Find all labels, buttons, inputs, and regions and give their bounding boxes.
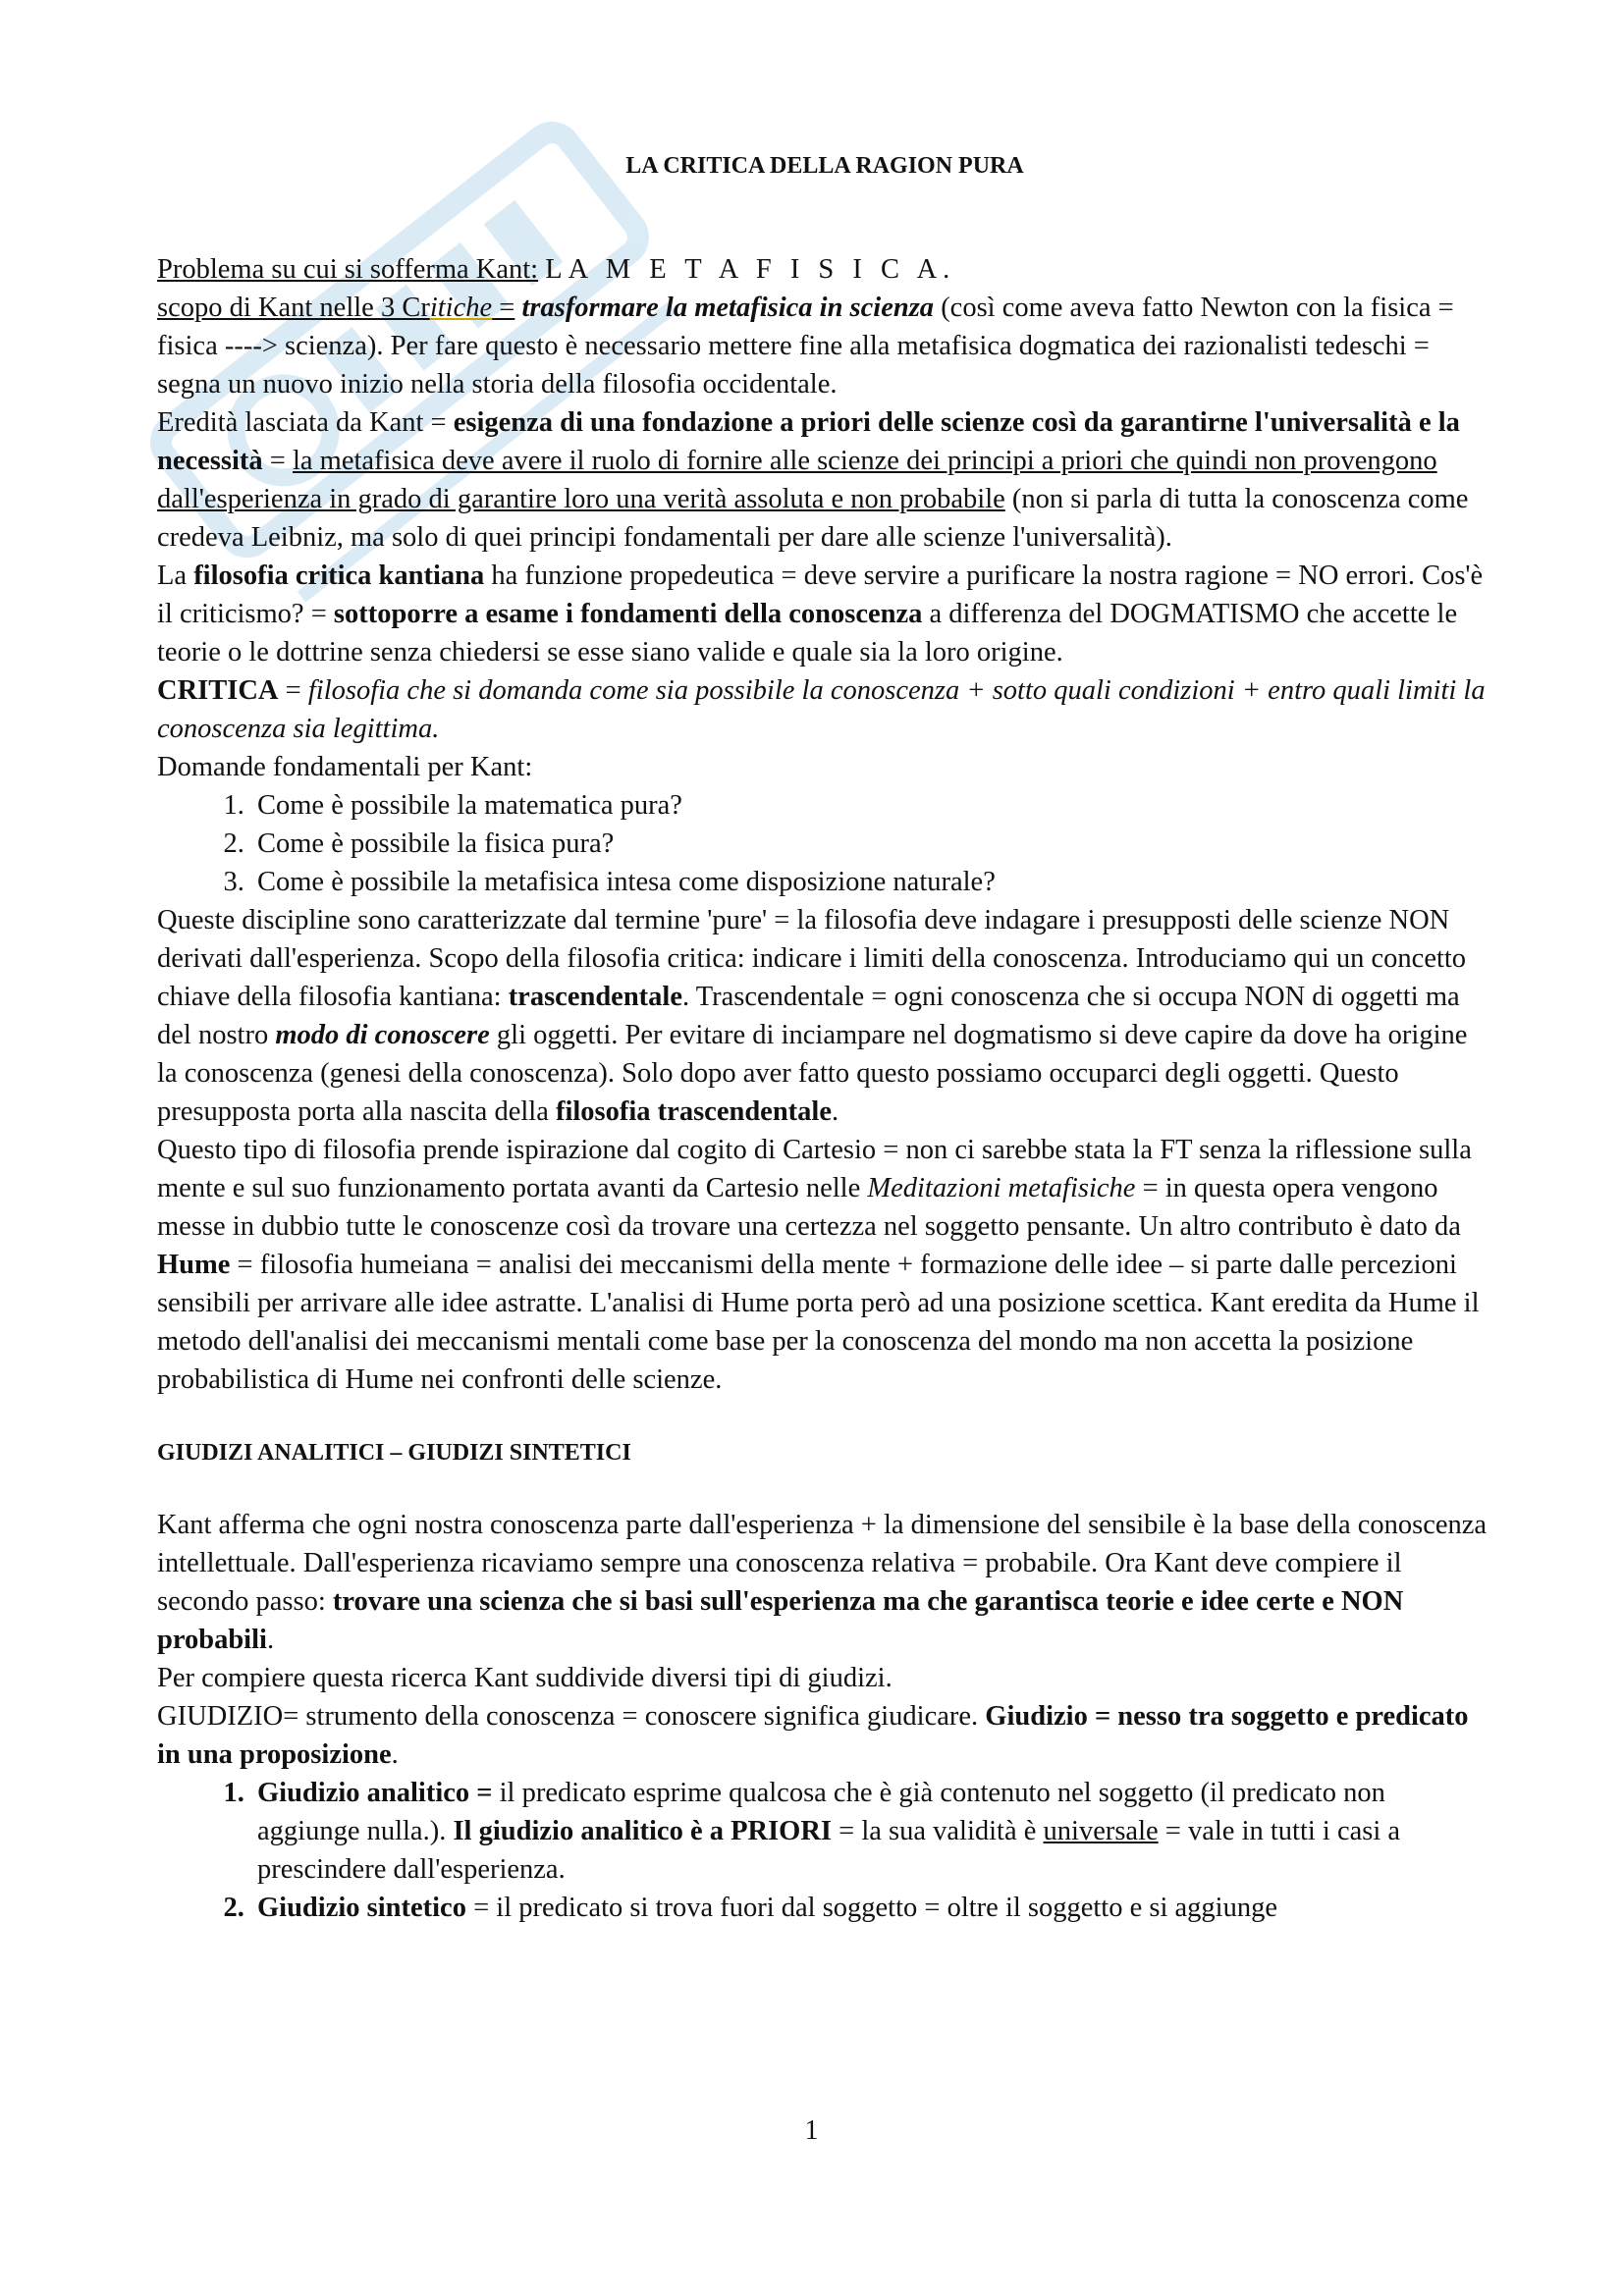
paragraph-experience: [157, 1506, 1492, 1659]
text-span: esigenza di una fondazione a priori delle scienze così da garantirne l'universalità e la necessità: [157, 407, 1460, 476]
text-span: gli oggetti. Per evitare di inciampare nel dogmatismo si deve capire da dove ha origine la conoscenza (genesi della conoscenza). Solo dopo aver fatto questo possiamo occuparci degli oggetti. Questo presupposta porta alla nascita della: [157, 1020, 1468, 1127]
text-span: =: [262, 446, 293, 476]
text-span: Giudizio analitico =: [257, 1778, 493, 1808]
text-span: trovare una scienza che si basi sull'esperienza ma che garantisca teorie e idee certe e NON probabili: [157, 1586, 1404, 1655]
text-span: ha funzione propedeutica = deve servire a purificare la nostra ragione = NO errori. Cos'è il criticismo? =: [157, 561, 1484, 629]
list-item: [251, 1889, 1492, 1927]
text-span: .: [391, 1739, 399, 1770]
text-span: =: [278, 675, 308, 706]
list-item: 1. Come è possibile la matematica pura?: [251, 786, 1492, 825]
text-span: = il predicato si trova fuori dal soggetto = oltre il soggetto e si aggiunge: [465, 1893, 1277, 1923]
list-item: 2. Come è possibile la fisica pura?: [251, 825, 1492, 863]
text-span: La: [157, 561, 194, 591]
paragraph-giudizio: [157, 1697, 1492, 1774]
questions-list: [157, 786, 1492, 901]
paragraph-problem: [157, 250, 1492, 289]
paragraph-transcendental: [157, 901, 1492, 1131]
text-span: la metafisica deve avere il ruolo di fornire alle scienze dei principi a priori che quindi non provengono dall'esperienza in grado di garantire loro una verità assoluta e non probabile: [157, 446, 1437, 514]
paragraph-questions-intro: Domande fondamentali per Kant:: [157, 752, 533, 782]
text-span: il predicato esprime qualcosa che è già contenuto nel soggetto (il predicato non aggiunge nulla.).: [257, 1778, 1385, 1846]
text-span: Meditazioni metafisiche: [867, 1173, 1136, 1203]
paragraph-critica-definition: [157, 671, 1492, 748]
paragraph-research: Per compiere questa ricerca Kant suddivide diversi tipi di giudizi.: [157, 1663, 893, 1693]
text-span: .: [266, 1625, 275, 1655]
text-span: (così come aveva fatto Newton con la fisica = fisica ----> scienza). Per fare questo è necessario mettere fine alla metafisica dogmatica dei razionalisti tedeschi = segna un nuovo inizio nella storia della filosofia occidentale.: [157, 293, 1454, 400]
text-span: =: [492, 293, 515, 323]
paragraph-scope: [157, 289, 1492, 403]
text-span: . Trascendentale = ogni conoscenza che si occupa NON di oggetti ma del nostro: [157, 982, 1460, 1050]
section-title: GIUDIZI ANALITICI – GIUDIZI SINTETICI: [157, 1440, 631, 1466]
paragraph-cartesio-hume: [157, 1131, 1492, 1399]
problem-label: Problema su cui si sofferma Kant:: [157, 254, 539, 285]
text-span: filosofia trascendentale: [555, 1096, 832, 1127]
text-span: CRITICA: [157, 675, 279, 706]
text-span: Eredità lasciata da Kant =: [157, 407, 454, 438]
text-span: trasformare la metafisica in scienza: [521, 293, 935, 323]
judgments-list: [157, 1774, 1492, 1927]
text-span: Kant afferma che ogni nostra conoscenza parte dall'esperienza + la dimensione del sensibile è la base della conoscenza intellettuale. Dall'esperienza ricaviamo sempre una conoscenza relativa = probabile. Ora Kant deve compiere il secondo passo:: [157, 1510, 1488, 1617]
paragraph-legacy: [157, 403, 1492, 557]
document-page: [157, 147, 1492, 1927]
text-span: Queste discipline sono caratterizzate dal termine 'pure' = la filosofia deve indagare i presupposti delle scienze NON derivati dall'esperienza. Scopo della filosofia critica: indicare i limiti della conoscenza. Introduciamo qui un concetto chiave della filosofia kantiana:: [157, 905, 1467, 1012]
text-span: .: [831, 1096, 839, 1127]
problem-value: LA M E T A F I S I C A.: [545, 254, 956, 285]
text-span: (non si parla di tutta la conoscenza come credeva Leibniz, ma solo di quei principi fondamentali per dare alle scienze l'universalità).: [157, 484, 1469, 553]
paragraph-critical-philosophy: [157, 557, 1492, 671]
text-span: filosofia critica kantiana: [193, 561, 485, 591]
text-span: Giudizio sintetico: [257, 1893, 466, 1923]
text-span: = filosofia humeiana = analisi dei meccanismi della mente + formazione delle idee – si parte dalle percezioni sensibili per arrivare alle idee astratte. L'analisi di Hume porta però ad una posizione scettica. Kant eredita da Hume il metodo dell'analisi dei meccanismi mentali come base per la conoscenza del mondo ma non accetta la posizione probabilistica di Hume nei confronti delle scienze.: [157, 1250, 1480, 1395]
page-number: 1: [804, 2115, 819, 2146]
list-item: [251, 1774, 1492, 1889]
text-span: = vale in tutti i casi a prescindere dall'esperienza.: [257, 1816, 1401, 1885]
document-title: LA CRITICA DELLA RAGION PURA: [625, 153, 1024, 179]
text-span: GIUDIZIO= strumento della conoscenza = conoscere significa giudicare.: [157, 1701, 986, 1732]
text-span: itiche: [429, 293, 493, 323]
text-span: filosofia che si domanda come sia possibile la conoscenza + sotto quali condizioni + entro quali limiti la conoscenza sia legittima.: [157, 675, 1486, 744]
list-item: 3. Come è possibile la metafisica intesa come disposizione naturale?: [251, 863, 1492, 901]
text-span: Hume: [157, 1250, 231, 1280]
text-span: modo di conoscere: [275, 1020, 490, 1050]
text-span: Il giudizio analitico è a PRIORI: [453, 1816, 833, 1846]
text-span: Questo tipo di filosofia prende ispirazione dal cogito di Cartesio = non ci sarebbe stata la FT senza la riflessione sulla mente e sul suo funzionamento portata avanti da Cartesio nelle: [157, 1135, 1472, 1203]
text-span: = la sua validità è: [832, 1816, 1044, 1846]
text-span: universale: [1043, 1816, 1159, 1846]
text-span: = in questa opera vengono messe in dubbio tutte le conoscenze così da trovare una certezza nel soggetto pensante. Un altro contributo è dato da: [157, 1173, 1461, 1242]
text-span: trascendentale: [508, 982, 682, 1012]
text-span: a differenza del DOGMATISMO che accette le teorie o le dottrine senza chiedersi se esse siano valide e quale sia la loro origine.: [157, 599, 1458, 667]
text-span: sottoporre a esame i fondamenti della conoscenza: [333, 599, 923, 629]
text-span: scopo di Kant nelle 3 Cr: [157, 293, 430, 323]
text-span: Giudizio = nesso tra soggetto e predicato in una proposizione: [157, 1701, 1469, 1770]
